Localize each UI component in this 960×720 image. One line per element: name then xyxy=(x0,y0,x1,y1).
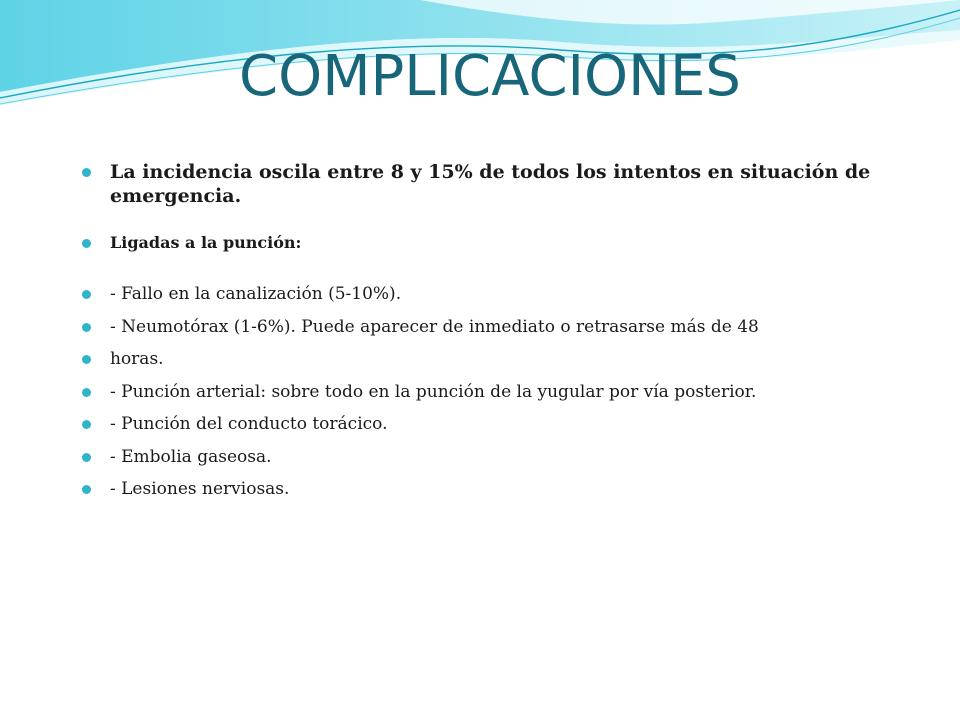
bullet-text: - Neumotórax (1-6%). Puede aparecer de inmediato o retrasarse más de 48 xyxy=(110,316,759,337)
bullet-item xyxy=(80,446,880,468)
bullet-text: horas. xyxy=(110,349,164,369)
bullet-text: - Punción arterial: sobre todo en la punción de la yugular por vía posterior. xyxy=(110,381,757,402)
bullet-dot-icon xyxy=(82,239,91,248)
bullet-item xyxy=(80,348,880,370)
bullet-dot-icon xyxy=(82,485,91,494)
bullet-dot-icon xyxy=(82,168,91,177)
bullet-text: Ligadas a la punción: xyxy=(110,233,302,252)
bullet-item xyxy=(80,283,880,305)
bullet-item xyxy=(80,316,880,338)
bullet-dot-icon xyxy=(82,388,91,397)
bullet-dot-icon xyxy=(82,355,91,364)
bullet-item xyxy=(80,413,880,435)
bullet-text: - Embolia gaseosa. xyxy=(110,446,272,467)
bullet-text: - Fallo en la canalización (5-10%). xyxy=(110,284,402,304)
bullet-dot-icon xyxy=(82,453,91,462)
bullet-dot-icon xyxy=(82,420,91,429)
bullet-dot-icon xyxy=(82,323,91,332)
bullet-text: - Punción del conducto torácico. xyxy=(110,414,388,434)
bullet-item xyxy=(80,232,880,254)
bullet-item xyxy=(80,478,880,500)
bullet-dot-icon xyxy=(82,290,91,299)
bullet-item xyxy=(80,381,880,403)
bullet-item xyxy=(80,160,880,208)
bullet-list xyxy=(80,160,880,511)
bullet-text: - Lesiones nerviosas. xyxy=(110,479,290,499)
bullet-text: La incidencia oscila entre 8 y 15% de todos los intentos en situación de emergencia. xyxy=(110,161,871,207)
slide-title: COMPLICACIONES xyxy=(239,44,741,109)
